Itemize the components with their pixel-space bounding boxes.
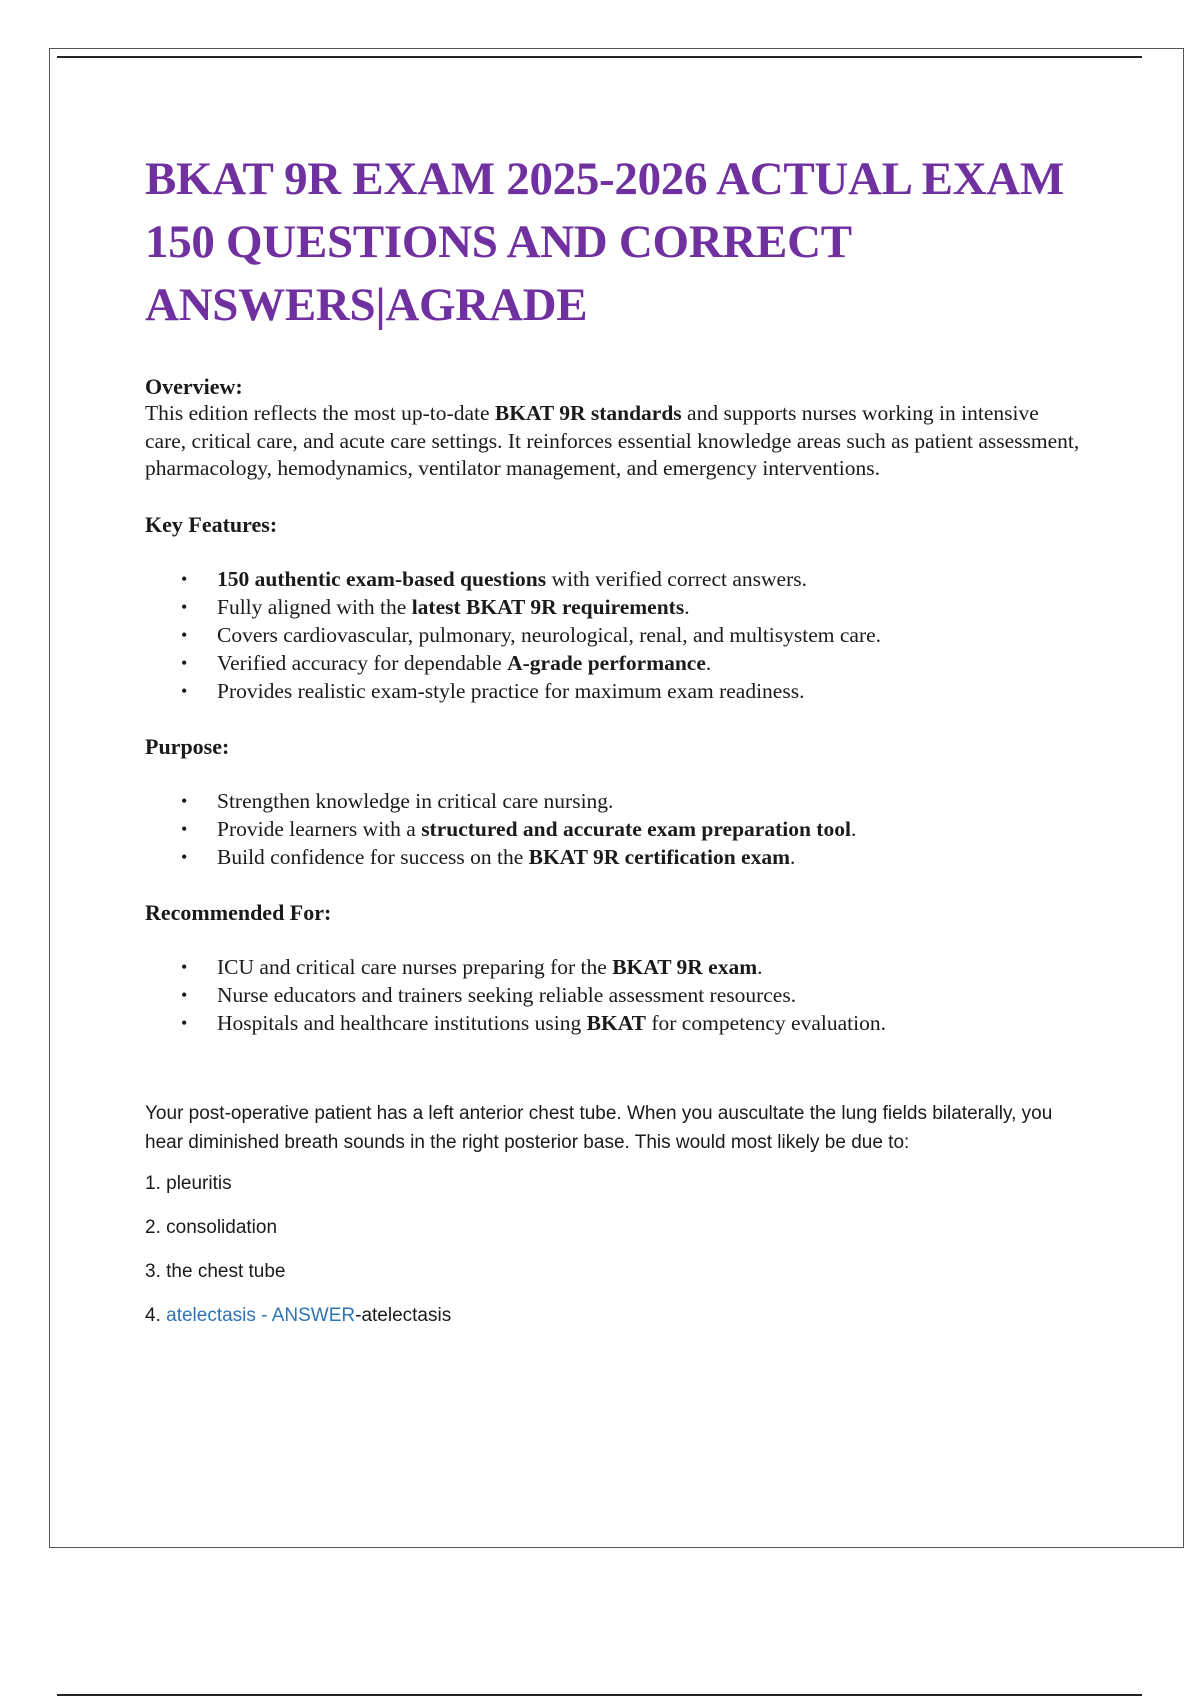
option-4-prefix: 4. bbox=[145, 1304, 167, 1326]
question-block bbox=[145, 1099, 1085, 1330]
list-item bbox=[145, 565, 1085, 593]
option-1: 1. pleuritis bbox=[145, 1172, 232, 1194]
overview-text-bold: BKAT 9R standards bbox=[494, 401, 682, 425]
list-item-bold: BKAT 9R certification exam bbox=[528, 844, 790, 869]
key-features-list bbox=[145, 565, 1085, 705]
list-item bbox=[145, 981, 1085, 1009]
list-item-text-end: . bbox=[789, 844, 796, 869]
bullet-icon: • bbox=[181, 680, 188, 701]
bullet-icon: • bbox=[181, 1012, 188, 1033]
list-item bbox=[145, 649, 1085, 677]
bullet-icon: • bbox=[181, 790, 188, 811]
list-item-bold: BKAT bbox=[586, 1010, 646, 1035]
recommended-list bbox=[145, 953, 1085, 1037]
overview-paragraph bbox=[145, 400, 1085, 483]
bottom-rule bbox=[57, 1694, 1142, 1696]
answer-link[interactable]: atelectasis - ANSWER bbox=[166, 1304, 356, 1326]
list-item-text: Nurse educators and trainers seeking reliable assessment resources. bbox=[217, 982, 797, 1007]
list-item-text-end: . bbox=[850, 816, 857, 841]
bullet-icon: • bbox=[181, 652, 188, 673]
list-item-bold: BKAT 9R exam bbox=[612, 954, 758, 979]
recommended-section bbox=[145, 899, 1085, 1037]
key-features-section bbox=[145, 511, 1085, 705]
bullet-icon: • bbox=[181, 956, 188, 977]
list-item-text: Hospitals and healthcare institutions using bbox=[217, 1010, 587, 1035]
list-item bbox=[145, 815, 1085, 843]
list-item-bold: latest BKAT 9R requirements bbox=[411, 594, 685, 619]
list-item-text: ICU and critical care nurses preparing for the bbox=[217, 954, 613, 979]
list-item-bold: 150 authentic exam-based questions bbox=[217, 566, 547, 591]
recommended-heading: Recommended For: bbox=[145, 899, 332, 925]
list-item-text-end: for competency evaluation. bbox=[645, 1010, 886, 1035]
list-item-text-end: . bbox=[705, 650, 712, 675]
key-features-heading: Key Features: bbox=[145, 511, 278, 537]
option-2: 2. consolidation bbox=[145, 1216, 278, 1238]
purpose-list bbox=[145, 787, 1085, 871]
list-item-text: Verified accuracy for dependable bbox=[217, 650, 508, 675]
list-item-text: Strengthen knowledge in critical care nursing. bbox=[217, 788, 614, 813]
list-item bbox=[145, 787, 1085, 815]
overview-text-start: This edition reflects the most up-to-date bbox=[145, 401, 495, 425]
bullet-icon: • bbox=[181, 846, 188, 867]
overview-text-rest: and supports nurses working in intensive care, critical care, and acute care settings. It reinforces essential knowledge areas such as patient assessment, pharmacology, hemodynamics, ventilator management, and emergency interventions. bbox=[145, 401, 1080, 480]
bullet-icon: • bbox=[181, 984, 188, 1005]
document-body bbox=[145, 148, 1085, 1330]
list-item-text-end: . bbox=[757, 954, 763, 979]
bullet-icon: • bbox=[181, 568, 188, 589]
list-item-text-end: . bbox=[684, 594, 690, 619]
overview-section bbox=[145, 373, 1085, 483]
list-item-text: Covers cardiovascular, pulmonary, neurological, renal, and multisystem care. bbox=[217, 622, 882, 647]
list-item bbox=[145, 621, 1085, 649]
list-item-bold: A-grade performance bbox=[507, 650, 706, 675]
list-item-text: Build confidence for success on the bbox=[217, 844, 529, 869]
overview-heading: Overview: bbox=[145, 374, 243, 399]
answer-text: -atelectasis bbox=[355, 1304, 452, 1326]
list-item-text: Provide learners with a bbox=[217, 816, 422, 841]
list-item-text-end: with verified correct answers. bbox=[546, 566, 807, 591]
bullet-icon: • bbox=[181, 596, 188, 617]
option-4 bbox=[145, 1302, 1085, 1330]
top-rule bbox=[57, 56, 1142, 58]
list-item-text: Provides realistic exam-style practice for maximum exam readiness. bbox=[217, 678, 805, 703]
document-title: BKAT 9R EXAM 2025-2026 ACTUAL EXAM 150 QUESTIONS AND CORRECT ANSWERS|AGRADE bbox=[145, 153, 1064, 331]
list-item bbox=[145, 953, 1085, 981]
list-item-bold: structured and accurate exam preparation tool bbox=[421, 816, 851, 841]
list-item bbox=[145, 593, 1085, 621]
purpose-section bbox=[145, 733, 1085, 871]
list-item bbox=[145, 1009, 1085, 1037]
list-item-text: Fully aligned with the bbox=[217, 594, 412, 619]
question-text: Your post-operative patient has a left anterior chest tube. When you auscultate the lung fields bilaterally, you hear diminished breath sounds in the right posterior base. This would most likely be due to: bbox=[145, 1102, 1053, 1153]
purpose-heading: Purpose: bbox=[145, 733, 230, 759]
bullet-icon: • bbox=[181, 818, 188, 839]
bullet-icon: • bbox=[181, 624, 188, 645]
list-item bbox=[145, 677, 1085, 705]
option-3: 3. the chest tube bbox=[145, 1260, 286, 1282]
list-item bbox=[145, 843, 1085, 871]
